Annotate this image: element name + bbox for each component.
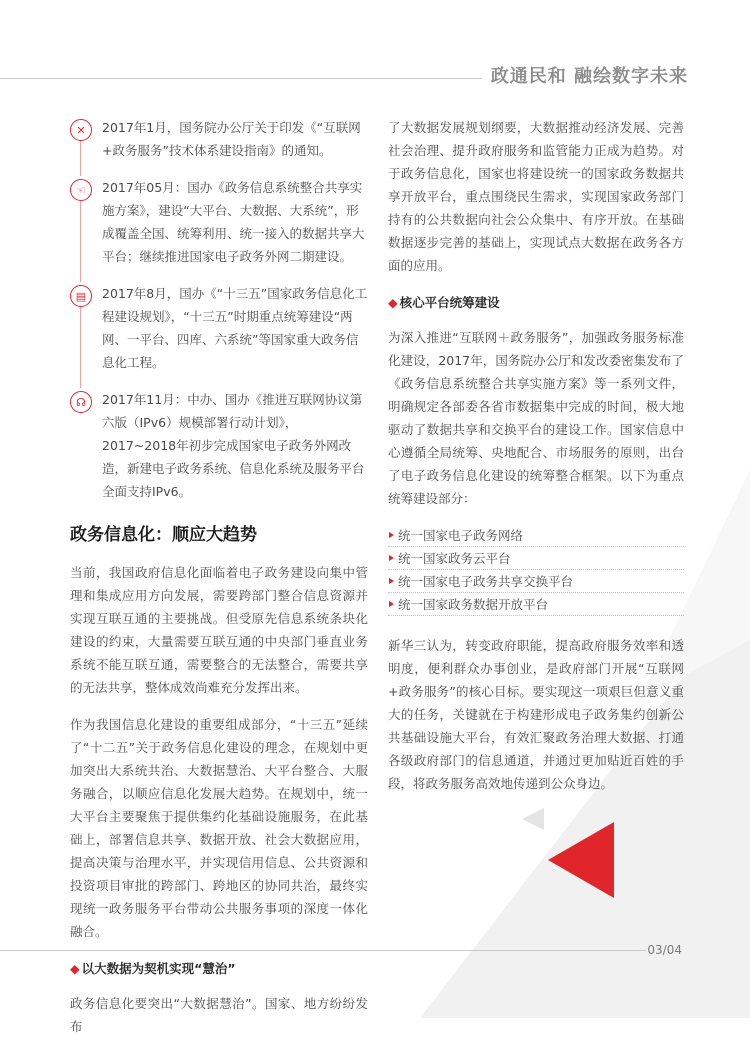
section-heading: 政务信息化：顺应大趋势 <box>70 525 257 545</box>
bullet-list <box>388 524 684 616</box>
timeline-item <box>70 388 368 503</box>
page-number: 03/04 <box>647 943 682 957</box>
timeline-item <box>70 116 368 162</box>
paragraph: 当前，我国政府信息化面临着电子政务建设向集中管理和集成应用方向发展，需要跨部门整合信息资源并实现互联互通的主要挑战。但受原先信息系统条块化建设的约束，大量需要互联互通的中央部门垂直业务系统不能互联互通，需要整合的无法整合，需要共享的无法共享，整体成效尚难充分发挥出来。 <box>70 565 368 695</box>
sub-heading <box>388 291 684 314</box>
timeline-text: 2017年8月，国办《“十三五”国家政务信息化工程建设规划》，“十三五”时期重点统筹建设“两网、一平台、四库、六系统”等国家重大政务信息化工程。 <box>102 286 368 370</box>
list-item: 统一国家政务数据开放平台 <box>388 593 684 616</box>
paragraph: 为深入推进“互联网＋政务服务”，加强政务服务标准化建设，2017年，国务院办公厅和发改委密集发布了《政务信息系统整合共享实施方案》等一系列文件，明确规定各部委各省市数据集中完成的时间，极大地驱动了数据共享和交换平台的建设工作。国家信息中心遵循全局统筹、央地配合、市场服务的原则，出台了电子政务信息化建设的统筹整合框架。以下为重点统筹建设部分： <box>388 330 684 506</box>
timeline-item <box>70 282 368 374</box>
diamond-icon: ◆ <box>388 295 398 310</box>
list-item: 统一国家电子政务共享交换平台 <box>388 570 684 593</box>
timeline-connector <box>80 141 81 176</box>
timeline-connector <box>80 307 81 388</box>
paragraph: 作为我国信息化建设的重要组成部分，“十三五”延续了“十二五”关于政务信息化建设的理念，在规划中更加突出大系统共治、大数据慧治、大平台整合、大服务融合，以顺应信息化发展大趋势。在规划中，统一大平台主要聚焦于提供集约化基础设施服务，在此基础上，部署信息共享、数据开放、社会大数据应用，提高决策与治理水平，并实现信用信息、公共资源和投资项目审批的跨部门、跨地区的协同共治，最终实现统一政务服务平台带动公共服务事项的深度一体化融合。 <box>70 717 368 939</box>
right-column <box>388 116 684 809</box>
headset-icon: ☊ <box>70 391 92 413</box>
footer-rule <box>0 950 646 951</box>
left-column <box>70 116 368 1052</box>
sub-heading-text: 以大数据为契机实现“慧治” <box>81 961 236 976</box>
sub-heading-text: 核心平台统筹建设 <box>399 295 500 310</box>
sub-heading <box>70 957 368 980</box>
timeline-item <box>70 176 368 268</box>
handshake-icon: ☜ <box>70 179 92 201</box>
paragraph: 了大数据发展规划纲要，大数据推动经济发展、完善社会治理、提升政府服务和监管能力正成为趋势。对于政务信息化，国家也将建设统一的国家政务数据共享开放平台，重点围绕民生需求，实现国家政务部门持有的公共数据向社会公众集中、有序开放。在基础数据逐步完善的基础上，实现试点大数据在政务各方面的应用。 <box>388 120 684 273</box>
header-rule <box>0 78 482 79</box>
satellite-icon: ✕ <box>70 119 92 141</box>
timeline-text: 2017年11月：中办、国办《推进互联网协议第六版（IPv6）规模部署行动计划》，2017~2018年初步完成国家电子政务外网改造，新建电子政务系统、信息化系统及服务平台全面支持IPv6。 <box>102 392 365 499</box>
decorative-triangle-grey <box>522 808 544 830</box>
decorative-triangle-red <box>548 822 614 898</box>
paragraph: 政务信息化要突出“大数据慧治”。国家、地方纷纷发布 <box>70 996 368 1034</box>
timeline-text: 2017年1月，国务院办公厅关于印发《“互联网+政务服务”技术体系建设指南》的通知。 <box>102 120 361 158</box>
list-item: 统一国家电子政务网络 <box>388 524 684 547</box>
diamond-icon: ◆ <box>70 961 80 976</box>
list-item: 统一国家政务云平台 <box>388 547 684 570</box>
timeline-connector <box>80 201 81 282</box>
paragraph: 新华三认为，转变政府职能，提高政府服务效率和透明度，便利群众办事创业，是政府部门开展“互联网+政务服务”的核心目标。要实现这一项艰巨但意义重大的任务，关键就在于构建形成电子政务集约创新公共基础设施大平台，有效汇聚政务治理大数据、打通各级政府部门的信息通道，并通过更加贴近百姓的手段，将政务服务高效地传递到公众身边。 <box>388 638 684 791</box>
page-header-title: 政通民和 融绘数字未来 <box>490 66 688 87</box>
timeline-text: 2017年05月：国办《政务信息系统整合共享实施方案》，建设“大平台、大数据、大系统”，形成覆盖全国、统筹利用、统一接入的数据共享大平台；继续推进国家电子政务外网二期建设。 <box>102 180 365 264</box>
document-icon: ▤ <box>70 285 92 307</box>
